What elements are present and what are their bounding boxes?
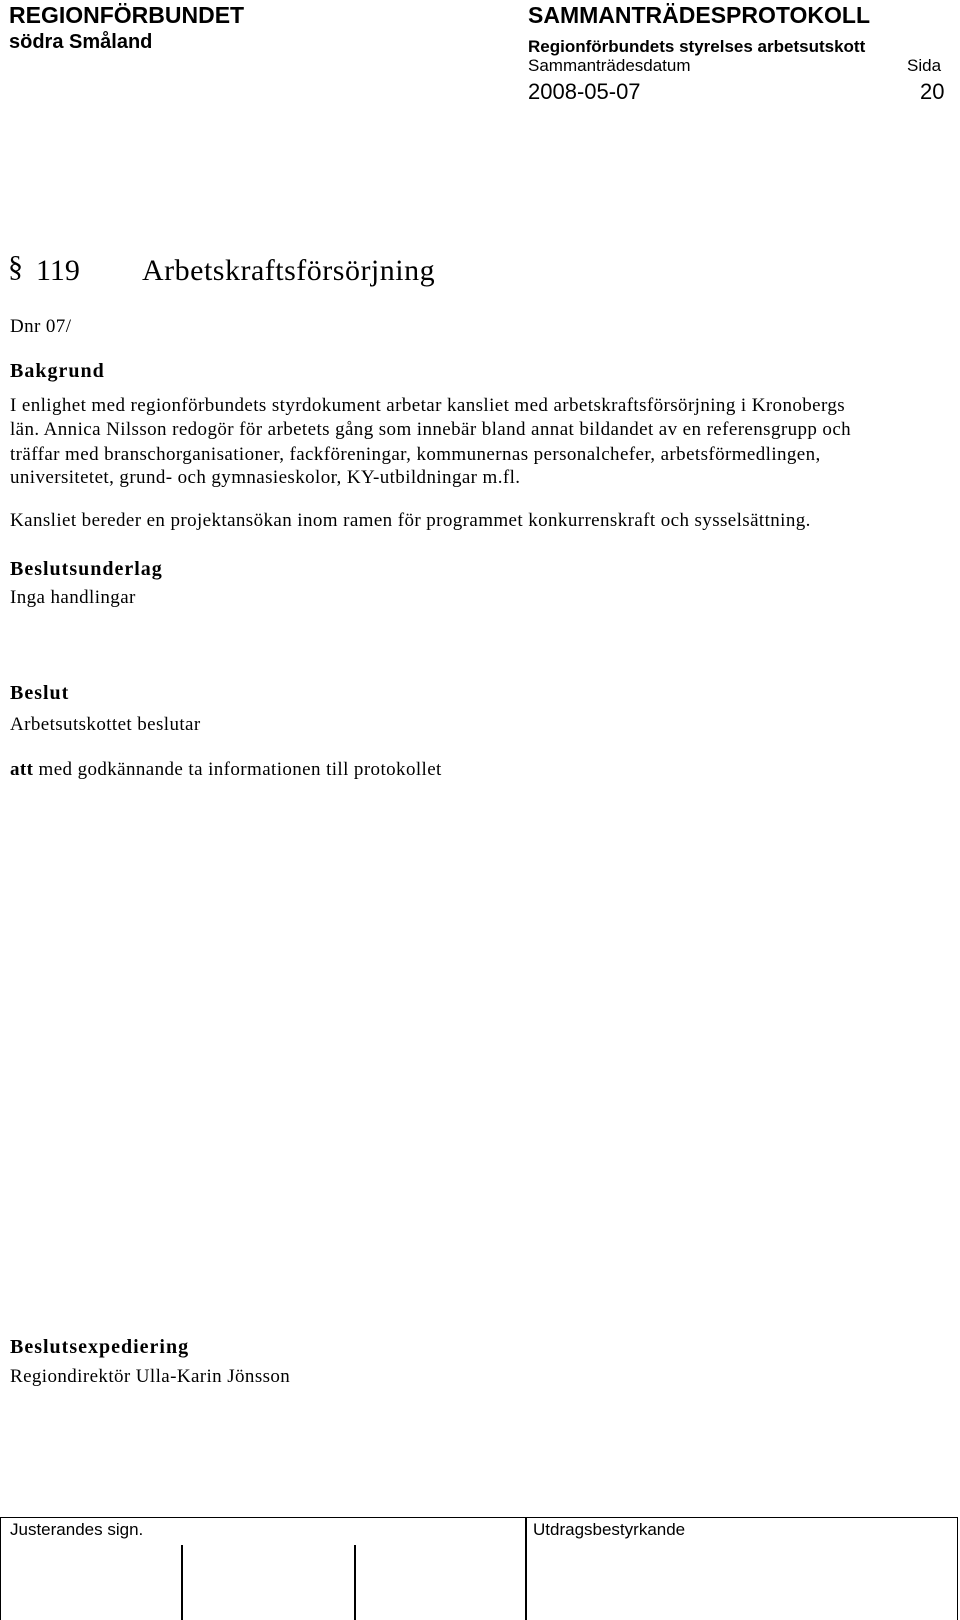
- extract-certification-label: Utdragsbestyrkande: [533, 1520, 686, 1539]
- decision-clause: [10, 759, 442, 781]
- decision-basis-text: Inga handlingar: [10, 587, 136, 608]
- background-line: län. Annica Nilsson redogör för arbetets gång som innebär bland annat bildandet av en referensgrupp och: [10, 419, 852, 440]
- organization-name: REGIONFÖRBUNDET: [9, 2, 245, 28]
- organization-region: södra Småland: [9, 31, 153, 53]
- att-keyword: att: [10, 759, 34, 780]
- adjusters-signature-label: Justerandes sign.: [10, 1520, 144, 1539]
- document-type: SAMMANTRÄDESPROTOKOLL: [528, 2, 871, 28]
- page-label: Sida: [907, 56, 942, 75]
- background-line: I enlighet med regionförbundets styrdokument arbetar kansliet med arbetskraftsförsörjning i Kronobergs: [10, 395, 846, 416]
- page-number: 20: [920, 79, 945, 104]
- meeting-date: 2008-05-07: [528, 79, 641, 104]
- dispatch-recipient: Regiondirektör Ulla-Karin Jönsson: [10, 1366, 291, 1387]
- section-symbol: §: [8, 250, 23, 283]
- signature-field-divider: [181, 1545, 183, 1620]
- decision-clause-text: med godkännande ta informationen till protokollet: [33, 759, 442, 780]
- background-extra: Kansliet bereder en projektansökan inom ramen för programmet konkurrenskraft och sysselsättning.: [10, 510, 811, 531]
- background-line: universitetet, grund- och gymnasieskolor, KY-utbildningar m.fl.: [10, 467, 521, 488]
- decision-basis-heading: Beslutsunderlag: [10, 558, 163, 580]
- meeting-date-label: Sammanträdesdatum: [528, 56, 691, 75]
- committee-name: Regionförbundets styrelses arbetsutskott: [528, 37, 866, 56]
- paragraph-title: Arbetskraftsförsörjning: [142, 254, 436, 287]
- paragraph-number: 119: [36, 254, 80, 287]
- footer-divider: [525, 1517, 527, 1620]
- decision-text: Arbetsutskottet beslutar: [10, 714, 201, 735]
- signature-footer: [0, 1517, 958, 1620]
- dispatch-heading: Beslutsexpediering: [10, 1336, 190, 1358]
- signature-field-divider: [354, 1545, 356, 1620]
- diary-number: Dnr 07/: [10, 316, 72, 337]
- background-line: träffar med branschorganisationer, fackföreningar, kommunernas personalchefer, arbetsförmedlingen,: [10, 444, 821, 465]
- background-heading: Bakgrund: [10, 360, 105, 382]
- decision-heading: Beslut: [10, 682, 70, 704]
